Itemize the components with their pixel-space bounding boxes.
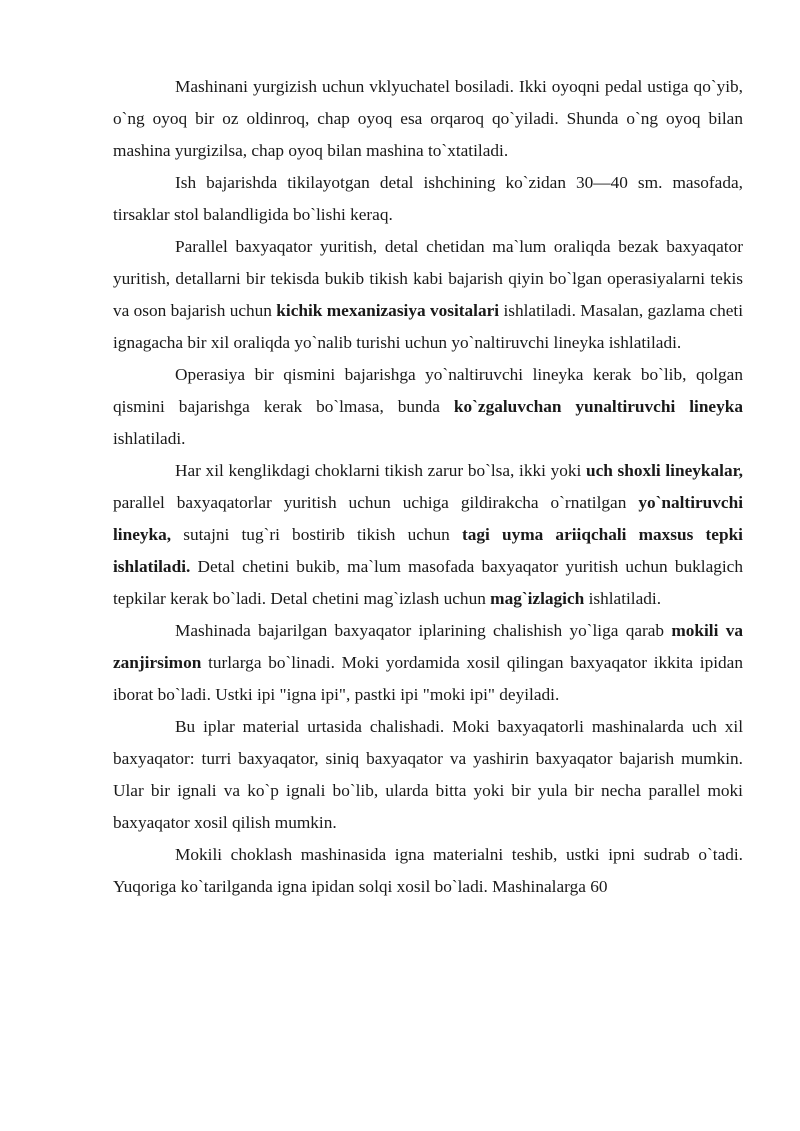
text-span: turlarga bo`linadi. Moki yordamida xosil qilingan baxyaqator ikkita ipidan iborat bo`ladi. Ustki ipi "igna ipi", pastki ipi "moki ipi" deyiladi. — [113, 653, 743, 704]
bold-term: yo`naltiruvchi lineyka, — [113, 493, 743, 544]
text-span: parallel baxyaqatorlar yuritish uchun uchiga gildirakcha o`rnatilgan — [113, 493, 639, 512]
text-span: Bu iplar material urtasida chalishadi. Moki baxyaqatorli mashinalarda uch xil baxyaqator: turri baxyaqator, siniq baxyaqator va yashirin baxyaqator bajarish mumkin. Ular bir ignali va ko`p ignali bo`lib, ularda bitta yoki bir yula bir necha parallel moki baxyaqator xosil qilish mumkin. — [113, 717, 743, 832]
bold-term: mokili va zanjirsimon — [113, 621, 743, 672]
paragraph-2 — [113, 167, 743, 231]
paragraph-7 — [113, 711, 743, 839]
text-span: ishlatiladi. — [113, 429, 186, 448]
document-page — [113, 71, 743, 903]
text-span: Detal chetini bukib, ma`lum masofada baxyaqator yuritish uchun buklagich tepkilar kerak bo`ladi. Detal chetini mag`izlash uchun — [113, 557, 743, 608]
text-span: Parallel baxyaqator yuritish, detal chetidan ma`lum oraliqda bezak baxyaqator yuritish, detallarni bir tekisda bukib tikish kabi bajarish qiyin bo`lgan operasiyalarni tekis va oson bajarish uchun — [113, 237, 743, 320]
text-span: Operasiya bir qismini bajarishga yo`naltiruvchi lineyka kerak bo`lib, qolgan qismini bajarishga kerak bo`lmasa, bunda — [113, 365, 743, 416]
paragraph-6 — [113, 615, 743, 711]
paragraph-8 — [113, 839, 743, 903]
paragraph-5 — [113, 455, 743, 615]
text-span: Mokili choklash mashinasida igna materialni teshib, ustki ipni sudrab o`tadi. Yuqoriga ko`tarilganda igna ipidan solqi xosil bo`ladi. Mashinalarga 60 — [113, 845, 743, 896]
paragraph-4 — [113, 359, 743, 455]
bold-term: tagi uyma ariiqchali maxsus tepki ishlatiladi. — [113, 525, 743, 576]
text-span: ishlatiladi. Masalan, gazlama cheti ignagacha bir xil oraliqda yo`nalib turishi uchun yo`naltiruvchi lineyka ishlatiladi. — [113, 301, 743, 352]
text-span: Ish bajarishda tikilayotgan detal ishchining ko`zidan 30—40 sm. masofada, tirsaklar stol balandligida bo`lishi keraq. — [113, 173, 743, 224]
text-span: sutajni tug`ri bostirib tikish uchun — [171, 525, 462, 544]
bold-term: kichik mexanizasiya vositalari — [276, 301, 500, 320]
paragraph-1 — [113, 71, 743, 167]
bold-term: ko`zgaluvchan yunaltiruvchi lineyka — [453, 397, 743, 416]
text-span: Mashinani yurgizish uchun vklyuchatel bosiladi. Ikki oyoqni pedal ustiga qo`yib, o`ng oyoq bir oz oldinroq, chap oyoq esa orqaroq qo`yiladi. Shunda o`ng oyoq bilan mashina yurgizilsa, chap oyoq bilan mashina to`xtatiladi. — [113, 77, 743, 160]
paragraph-3 — [113, 231, 743, 359]
bold-term: uch shoxli lineykalar, — [585, 461, 743, 480]
bold-term: mag`izlagich — [490, 589, 585, 608]
text-span: Mashinada bajarilgan baxyaqator iplarining chalishish yo`liga qarab — [175, 621, 672, 640]
text-span: Har xil kenglikdagi choklarni tikish zarur bo`lsa, ikki yoki — [175, 461, 586, 480]
text-span: ishlatiladi. — [584, 589, 662, 608]
